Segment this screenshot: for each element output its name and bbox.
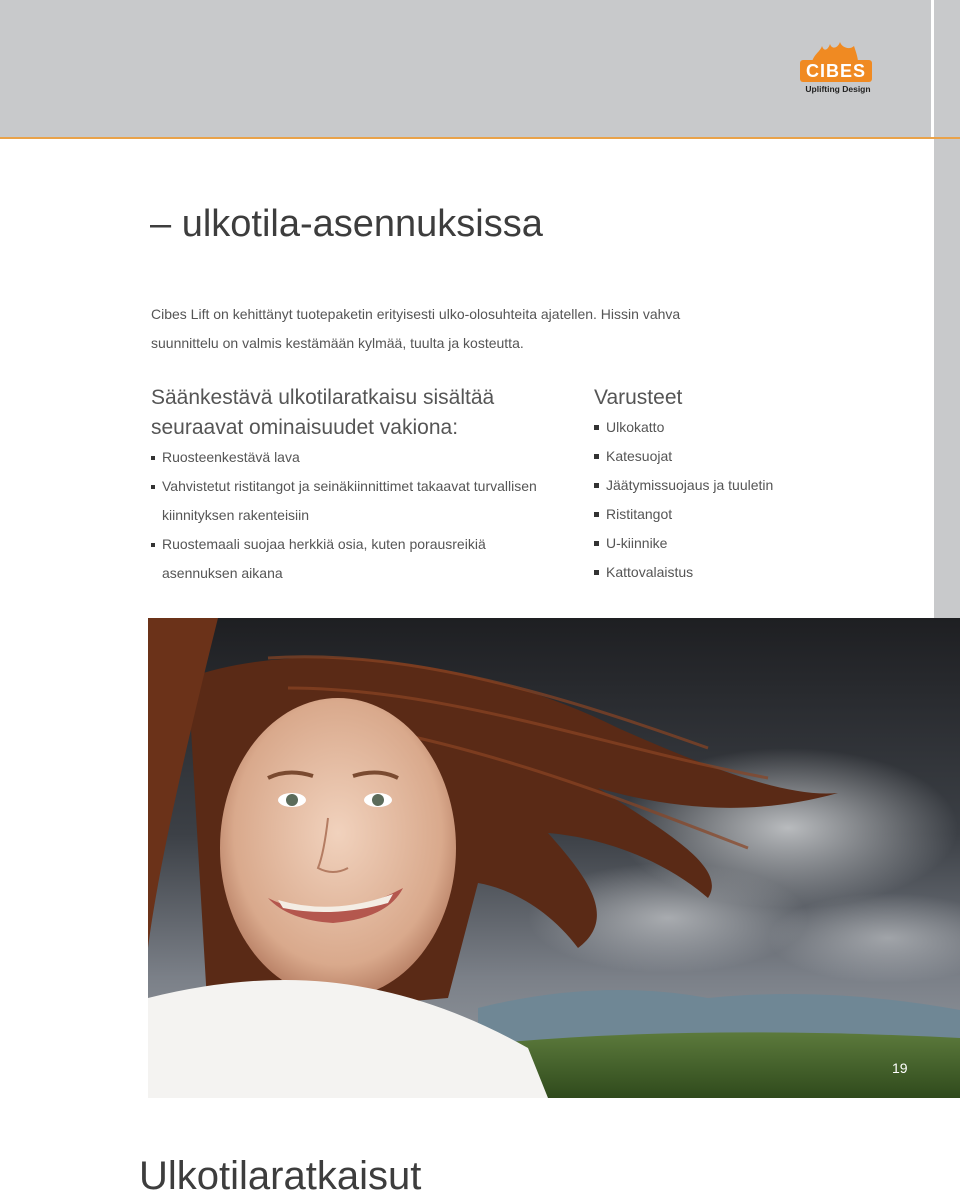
bullet-icon [594,425,599,430]
features-column [151,383,551,588]
list-item: Kattovalaistus [594,558,914,587]
bullet-icon [594,454,599,459]
accessories-title: Varusteet [594,386,683,409]
right-side-bar [934,139,960,619]
accessories-list [594,413,914,587]
windswept-girl-photo [148,618,960,1098]
logo-wordmark: CIBES [800,60,872,82]
bullet-icon [594,541,599,546]
intro-paragraph: Cibes Lift on kehittänyt tuotepaketin erityisesti ulko-olosuhteita ajatellen. Hissin vahva suunnittelu on valmis kestämään kylmää, tuulta ja kosteutta. [151,306,681,351]
list-item: Ruostemaali suojaa herkkiä osia, kuten porausreikiä asennuksen aikana [151,530,551,588]
footer-title: Ulkotilaratkaisut [139,1154,422,1198]
features-title-line2: seuraavat ominaisuudet vakiona: [151,416,459,439]
bullet-icon [151,456,155,460]
page-number: 19 [892,1060,908,1076]
list-item: U-kiinnike [594,529,914,558]
bullet-icon [151,543,155,547]
list-item: Ruosteenkestävä lava [151,443,551,472]
features-list [151,443,551,588]
logo-tagline: Uplifting Design [805,84,871,94]
cibes-logo [794,40,878,96]
bullet-icon [594,483,599,488]
list-item: Katesuojat [594,442,914,471]
hero-photo [148,618,960,1098]
bullet-icon [594,570,599,575]
bullet-icon [594,512,599,517]
list-item: Jäätymissuojaus ja tuuletin [594,471,914,500]
bullet-icon [151,485,155,489]
section-heading: – ulkotila-asennuksissa [150,203,543,245]
accessories-column [594,383,914,587]
list-item: Vahvistetut ristitangot ja seinäkiinnittimet takaavat turvallisen kiinnityksen rakenteisiin [151,472,551,530]
list-item: Ulkokatto [594,413,914,442]
list-item: Ristitangot [594,500,914,529]
features-title-line1: Säänkestävä ulkotilaratkaisu sisältää [151,386,495,409]
